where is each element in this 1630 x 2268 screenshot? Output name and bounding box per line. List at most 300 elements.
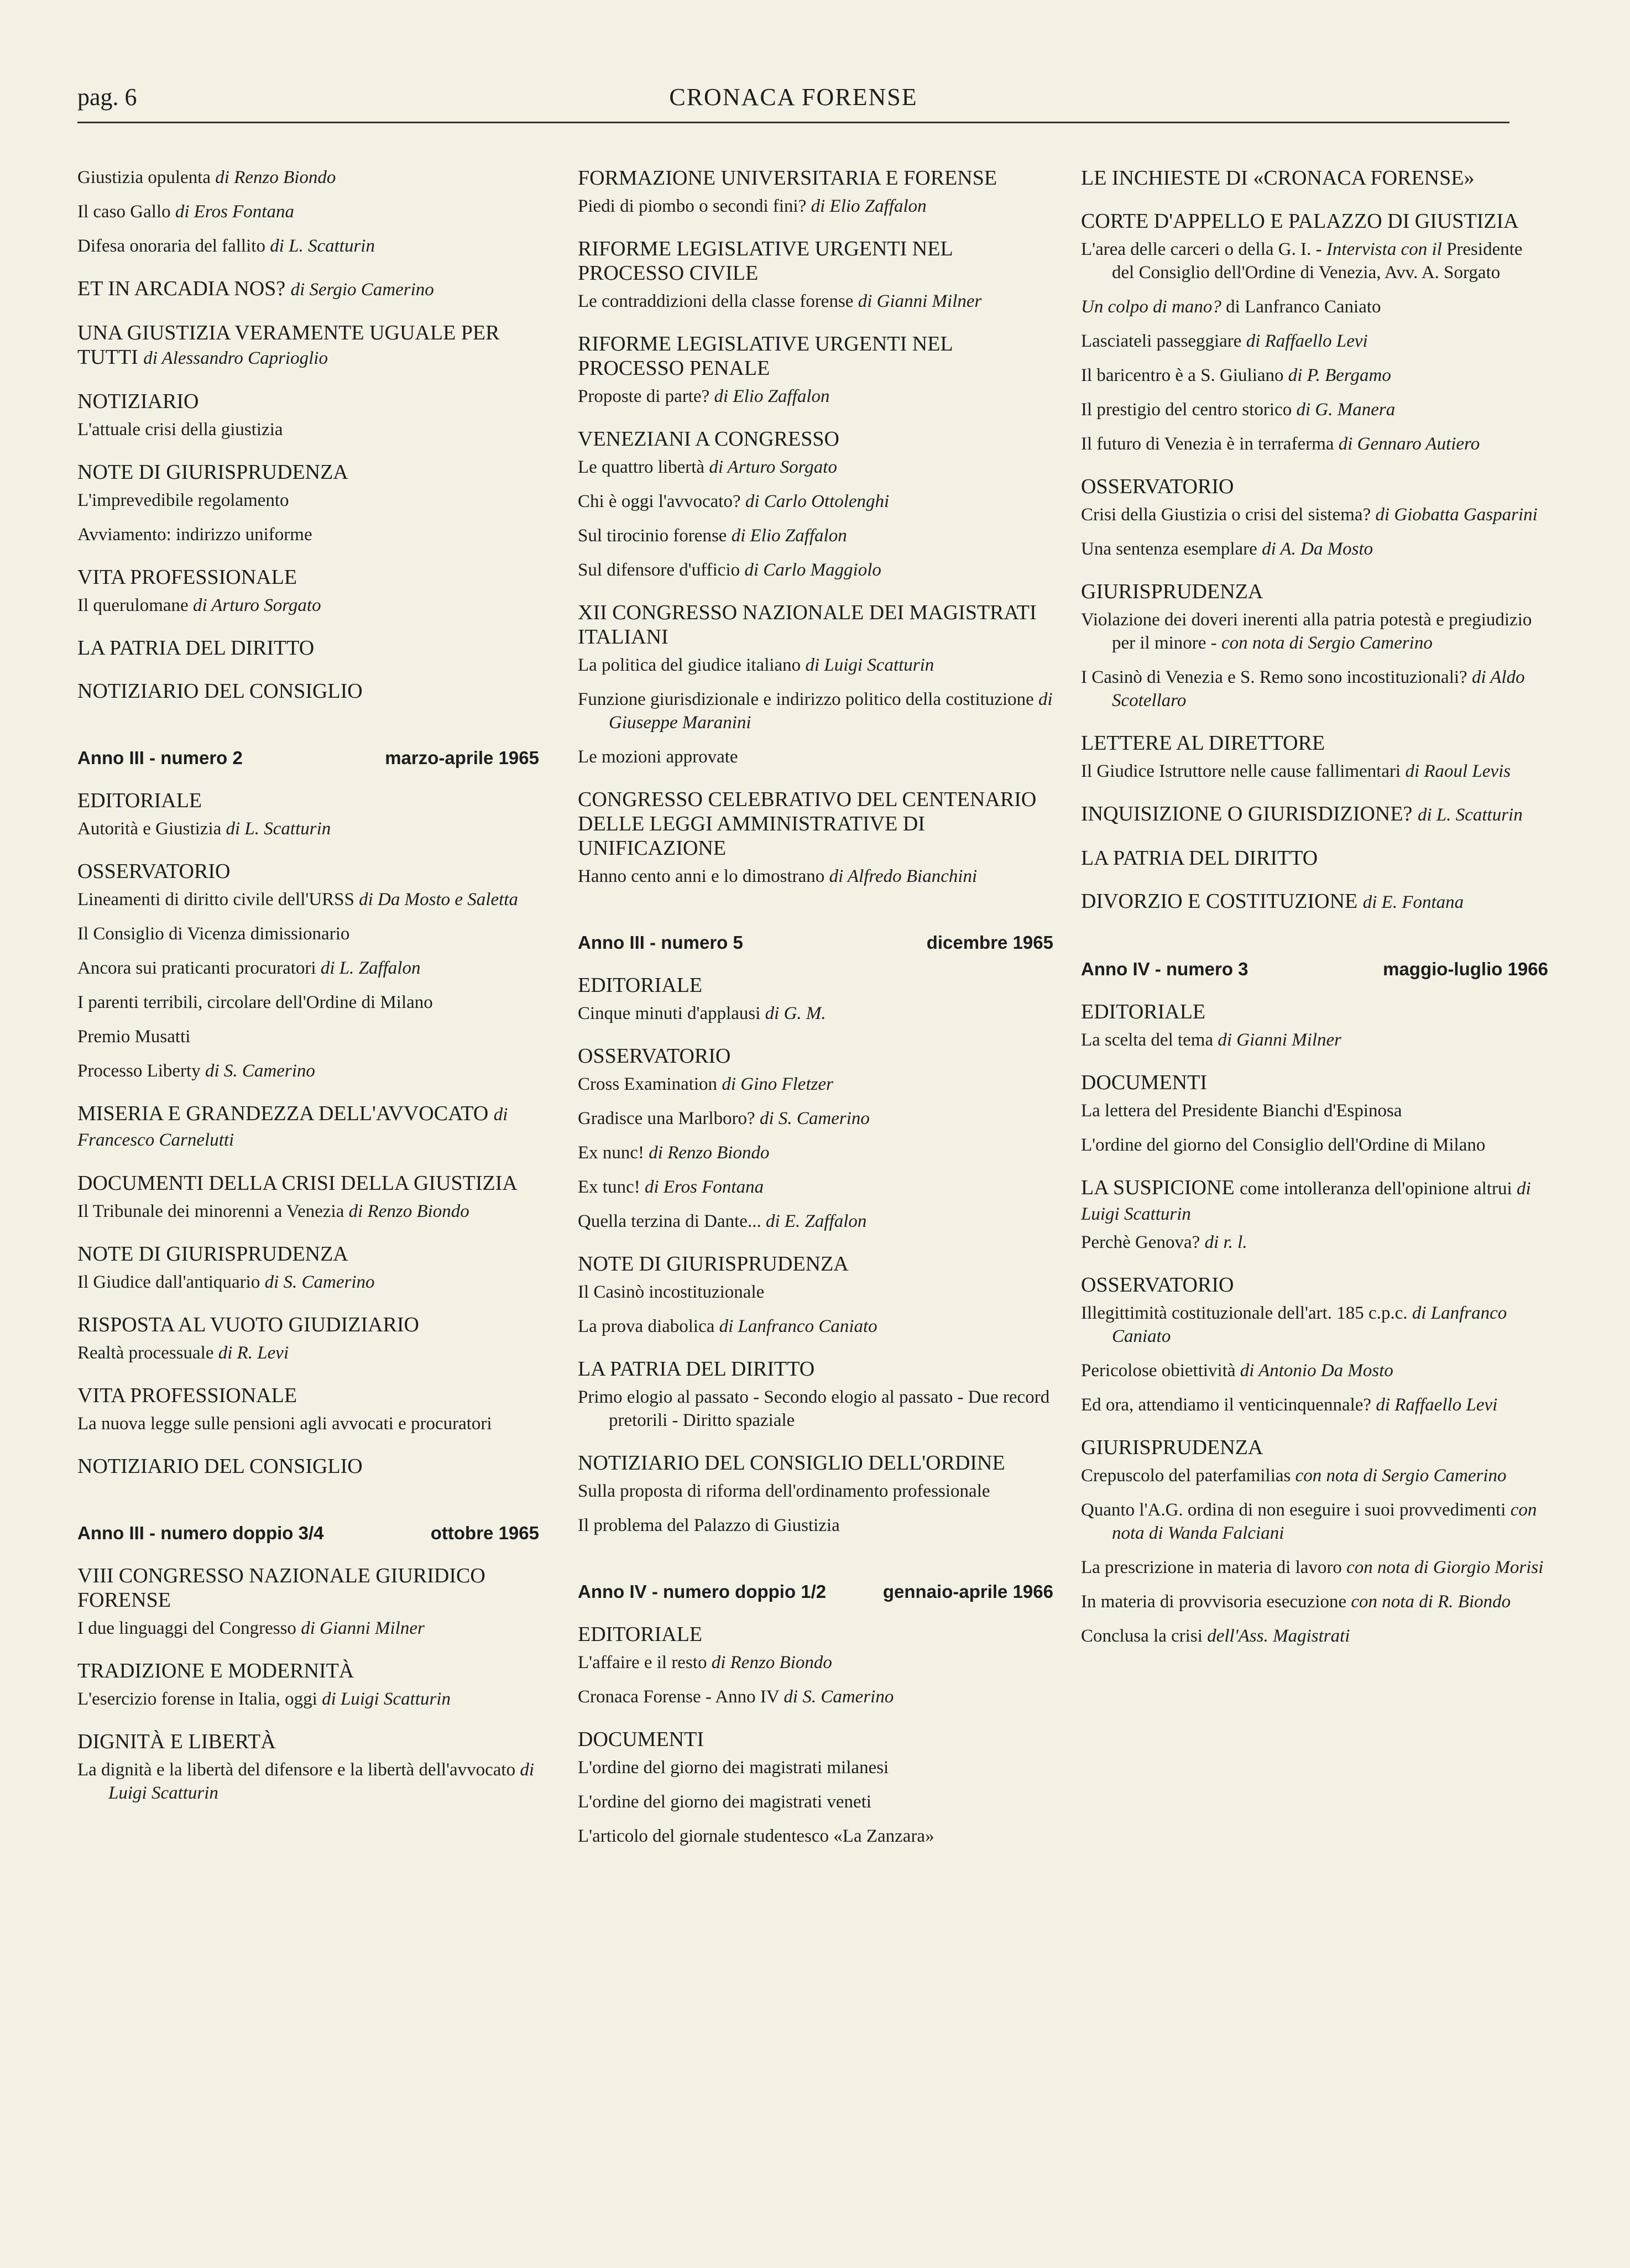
section-heading <box>77 321 539 370</box>
article-author: di Raffaello Levi <box>1376 1395 1498 1415</box>
article-entry <box>578 1480 1053 1503</box>
section-heading <box>77 1383 539 1408</box>
article-title: La nuova legge sulle pensioni agli avvocati e procuratori <box>77 1414 492 1434</box>
article-entry <box>77 922 539 945</box>
article-entry <box>77 234 539 258</box>
article-entry <box>77 1412 539 1435</box>
index-section <box>77 636 539 660</box>
section-heading <box>77 679 539 703</box>
article-entry <box>77 200 539 223</box>
article-author: di A. Da Mosto <box>1262 539 1373 559</box>
issue-number: Anno III - numero 2 <box>77 748 243 768</box>
article-title: Hanno cento anni e lo dimostrano <box>578 866 829 886</box>
section-heading <box>77 1564 539 1612</box>
article-entry <box>77 817 539 840</box>
article-author: di Carlo Maggiolo <box>744 560 881 580</box>
article-entry <box>77 1271 539 1294</box>
section-title: CORTE D'APPELLO E PALAZZO DI GIUSTIZIA <box>1081 210 1519 233</box>
article-author: di Gianni Milner <box>858 291 982 311</box>
article-author: di r. l. <box>1204 1232 1247 1252</box>
article-author: di E. Zaffalon <box>765 1211 867 1231</box>
article-title: Difesa onoraria del fallito <box>77 236 270 256</box>
index-section <box>77 1101 539 1152</box>
index-section <box>77 1454 539 1478</box>
article-title: Il caso Gallo <box>77 202 175 222</box>
section-title: DOCUMENTI <box>1081 1071 1207 1094</box>
section-heading <box>578 1357 1053 1381</box>
section-title: UNA GIUSTIZIA VERAMENTE UGUALE PER TUTTI <box>77 321 500 369</box>
section-title: NOTIZIARIO DEL CONSIGLIO DELL'ORDINE <box>578 1451 1005 1475</box>
article-title: Il Giudice Istruttore nelle cause fallimentari <box>1081 761 1406 781</box>
section-heading <box>578 237 1053 285</box>
section-heading <box>1081 1000 1548 1024</box>
article-title: La dignità e la libertà del difensore e la libertà dell'avvocato <box>77 1760 520 1780</box>
article-author: di Elio Zaffalon <box>811 196 927 216</box>
index-section <box>578 166 1053 218</box>
article-entry <box>1081 503 1548 526</box>
section-heading <box>77 636 539 660</box>
article-entry <box>1081 608 1548 655</box>
index-section <box>1081 802 1548 827</box>
page-number: pag. 6 <box>77 83 137 111</box>
article-title: Ed ora, attendiamo il venticinquennale? <box>1081 1395 1376 1415</box>
column-1 <box>77 166 539 1823</box>
article-entry <box>77 418 539 441</box>
article-entry <box>1081 432 1548 456</box>
issue-heading <box>578 1581 1053 1602</box>
issue-date: gennaio-aprile 1966 <box>882 1581 1053 1602</box>
section-heading <box>578 427 1053 451</box>
article-title: Piedi di piombo o secondi fini? <box>578 196 811 216</box>
article-author: di Renzo Biondo <box>649 1143 770 1163</box>
article-entry <box>77 1200 539 1223</box>
article-title: Funzione giurisdizionale e indirizzo politico della costituzione <box>578 689 1039 709</box>
issue-number: Anno III - numero 5 <box>578 932 743 953</box>
article-entry <box>578 1514 1053 1537</box>
article-title: Realtà processuale <box>77 1343 218 1363</box>
article-author: di Antonio Da Mosto <box>1240 1361 1393 1381</box>
article-title: L'imprevedibile regolamento <box>77 490 289 510</box>
article-title: Proposte di parte? <box>578 386 714 406</box>
section-title: XII CONGRESSO NAZIONALE DEI MAGISTRATI ITALIANI <box>578 601 1037 649</box>
section-heading <box>1081 1435 1548 1460</box>
article-title: Giustizia opulenta <box>77 168 216 187</box>
article-title: Ancora sui praticanti procuratori <box>77 958 321 978</box>
article-author: di S. Camerino <box>205 1061 315 1081</box>
article-author: di L. Zaffalon <box>320 958 421 978</box>
section-heading <box>1081 731 1548 755</box>
article-title: Gradisce una Marlboro? <box>578 1109 760 1128</box>
article-entry <box>77 1617 539 1640</box>
index-section <box>1081 731 1548 783</box>
article-author: di Raffaello Levi <box>1246 331 1368 351</box>
section-title: NOTIZIARIO <box>77 390 199 413</box>
article-entry <box>1081 1464 1548 1487</box>
article-entry <box>1081 1556 1548 1579</box>
article-author: di Gianni Milner <box>301 1618 425 1638</box>
article-entry <box>1081 398 1548 421</box>
article-author: di S. Camerino <box>783 1687 894 1707</box>
index-section <box>578 1044 1053 1233</box>
section-heading <box>578 166 1053 190</box>
section-title: NOTIZIARIO DEL CONSIGLIO <box>77 680 363 703</box>
page-header <box>77 83 1509 123</box>
index-section <box>578 237 1053 313</box>
section-title: LA PATRIA DEL DIRITTO <box>578 1357 815 1381</box>
article-author: di Renzo Biondo <box>215 168 336 187</box>
index-section <box>77 1383 539 1435</box>
index-section <box>1081 209 1548 456</box>
article-entry <box>77 888 539 911</box>
section-heading <box>578 1044 1053 1068</box>
section-title: RIFORME LEGISLATIVE URGENTI NEL PROCESSO PENALE <box>578 332 953 380</box>
index-section <box>77 321 539 370</box>
index-section <box>77 565 539 617</box>
section-heading <box>77 859 539 884</box>
article-title: I Casinò di Venezia e S. Remo sono incostituzionali? <box>1081 667 1472 687</box>
article-entry <box>1081 666 1548 712</box>
index-section <box>77 679 539 703</box>
index-section <box>1081 166 1548 190</box>
section-author: di Sergio Camerino <box>290 280 434 300</box>
section-author: di L. Scatturin <box>1417 805 1523 825</box>
section-heading <box>77 460 539 484</box>
article-title: Perchè Genova? <box>1081 1232 1205 1252</box>
article-title: Il prestigio del centro storico <box>1081 400 1297 420</box>
article-entry <box>578 290 1053 313</box>
index-section <box>578 332 1053 408</box>
index-section <box>578 973 1053 1025</box>
article-entry <box>578 1315 1053 1338</box>
article-entry <box>578 195 1053 218</box>
issue-date: maggio-luglio 1966 <box>1383 959 1548 979</box>
article-title: Conclusa la crisi <box>1081 1626 1208 1646</box>
article-title: In materia di provvisoria esecuzione <box>1081 1592 1351 1612</box>
masthead-title: CRONACA FORENSE <box>669 83 918 111</box>
section-heading <box>1081 889 1548 914</box>
article-entry <box>1081 1393 1548 1417</box>
issue-number: Anno IV - numero 3 <box>1081 959 1248 979</box>
article-title: Il futuro di Venezia è in terraferma <box>1081 434 1339 454</box>
article-entry <box>578 1073 1053 1096</box>
section-title: ET IN ARCADIA NOS? <box>77 277 291 300</box>
section-heading <box>578 787 1053 860</box>
section-heading <box>1081 474 1548 499</box>
issue-heading <box>578 932 1053 953</box>
index-section <box>77 276 539 302</box>
section-heading <box>77 276 539 302</box>
section-title: VITA PROFESSIONALE <box>77 566 297 589</box>
section-title: DOCUMENTI <box>578 1728 704 1751</box>
article-entry <box>578 456 1053 479</box>
article-author: con nota di R. Biondo <box>1351 1592 1511 1612</box>
article-title: Il baricentro è a S. Giuliano <box>1081 365 1288 385</box>
article-author: di Lanfranco Caniato <box>1112 1303 1507 1346</box>
article-entry <box>578 1651 1053 1674</box>
article-entry <box>1081 1133 1548 1157</box>
article-author: con nota di Sergio Camerino <box>1295 1466 1507 1486</box>
article-entry <box>578 865 1053 888</box>
article-entry <box>578 385 1053 408</box>
section-title: EDITORIALE <box>77 789 202 812</box>
section-title: OSSERVATORIO <box>1081 475 1234 498</box>
article-title: Avviamento: indirizzo uniforme <box>77 525 312 545</box>
article-author: con nota di Wanda Falciani <box>1112 1500 1537 1543</box>
section-heading <box>578 332 1053 380</box>
article-author: di Eros Fontana <box>175 202 294 222</box>
section-heading <box>578 1622 1053 1647</box>
section-title: LE INCHIESTE DI «CRONACA FORENSE» <box>1081 166 1475 190</box>
article-title: Una sentenza esemplare <box>1081 539 1262 559</box>
article-author: di Aldo Scotellaro <box>1112 667 1525 710</box>
section-title: NOTE DI GIURISPRUDENZA <box>77 461 348 484</box>
article-entry <box>1081 330 1548 353</box>
section-heading <box>1081 166 1548 190</box>
index-section <box>77 389 539 441</box>
article-author: di G. M. <box>765 1004 826 1023</box>
section-title: VITA PROFESSIONALE <box>77 1384 297 1407</box>
section-title: LETTERE AL DIRETTORE <box>1081 731 1325 755</box>
article-author: di Da Mosto e Saletta <box>359 890 518 910</box>
article-author: Un colpo di mano? <box>1081 297 1221 317</box>
article-title: L'attuale crisi della giustizia <box>77 420 283 440</box>
article-title: Il querulomane <box>77 595 193 615</box>
article-author: di Luigi Scatturin <box>108 1760 535 1803</box>
article-author: di Carlo Ottolenghi <box>745 492 890 511</box>
section-heading <box>77 389 539 414</box>
section-title: EDITORIALE <box>578 1623 703 1646</box>
section-heading <box>77 788 539 813</box>
article-title: Cross Examination <box>578 1074 722 1094</box>
section-heading <box>77 1454 539 1478</box>
article-author: dell'Ass. Magistrati <box>1207 1626 1350 1646</box>
article-author: di S. Camerino <box>264 1272 375 1292</box>
section-title: LA SUSPICIONE <box>1081 1176 1240 1199</box>
article-title: Il Consiglio di Vicenza dimissionario <box>77 924 350 944</box>
section-title: CONGRESSO CELEBRATIVO DEL CENTENARIO DELLE LEGGI AMMINISTRATIVE DI UNIFICAZIONE <box>578 788 1037 860</box>
section-title: LA PATRIA DEL DIRITTO <box>1081 846 1318 870</box>
section-heading <box>77 1101 539 1152</box>
section-title: TRADIZIONE E MODERNITÀ <box>77 1659 354 1682</box>
article-author: di Eros Fontana <box>644 1177 764 1197</box>
index-section <box>1081 1000 1548 1052</box>
issue-heading <box>77 1523 539 1544</box>
section-title: RISPOSTA AL VUOTO GIUDIZIARIO <box>77 1313 420 1336</box>
article-entry <box>578 1002 1053 1025</box>
index-section <box>578 1727 1053 1848</box>
section-heading <box>77 1729 539 1754</box>
index-section <box>77 1659 539 1711</box>
article-entry <box>1081 1099 1548 1122</box>
article-title: I parenti terribili, circolare dell'Ordine di Milano <box>77 992 433 1012</box>
section-heading <box>1081 846 1548 870</box>
section-author: di E. Fontana <box>1362 892 1464 912</box>
article-entry <box>1081 1498 1548 1545</box>
article-entry <box>77 957 539 980</box>
issue-heading <box>1081 959 1548 980</box>
article-entry <box>77 594 539 617</box>
section-title: OSSERVATORIO <box>1081 1273 1234 1297</box>
article-author: di Renzo Biondo <box>711 1653 832 1673</box>
article-author: con nota di Giorgio Morisi <box>1346 1558 1544 1577</box>
article-author: di P. Bergamo <box>1288 365 1391 385</box>
issue-date: ottobre 1965 <box>430 1523 539 1543</box>
article-title: La scelta del tema <box>1081 1030 1218 1050</box>
article-author: di L. Scatturin <box>270 236 375 256</box>
article-title: Violazione dei doveri inerenti alla patria potestà e pregiudizio per il minore - <box>1081 610 1532 653</box>
article-title: Cronaca Forense - Anno IV <box>578 1687 784 1707</box>
article-title: Processo Liberty <box>77 1061 205 1081</box>
index-section <box>77 1242 539 1294</box>
section-title: NOTE DI GIURISPRUDENZA <box>77 1242 348 1266</box>
index-section <box>1081 1435 1548 1648</box>
article-entry <box>1081 760 1548 783</box>
article-author: di Luigi Scatturin <box>805 655 934 675</box>
index-section <box>578 787 1053 888</box>
column-3 <box>1081 166 1548 1666</box>
section-title: GIURISPRUDENZA <box>1081 580 1263 603</box>
article-entry <box>578 1825 1053 1848</box>
issue-number: Anno IV - numero doppio 1/2 <box>578 1581 827 1602</box>
article-title: L'ordine del giorno dei magistrati milanesi <box>578 1758 889 1778</box>
article-entry <box>578 1281 1053 1304</box>
article-entry <box>578 558 1053 582</box>
section-heading <box>578 973 1053 997</box>
article-title: Il Giudice dall'antiquario <box>77 1272 265 1292</box>
article-author: di Alfredo Bianchini <box>829 866 978 886</box>
article-author: di Luigi Scatturin <box>322 1689 451 1709</box>
article-entry <box>77 523 539 546</box>
article-title: Quanto l'A.G. ordina di non eseguire i suoi provvedimenti <box>1081 1500 1511 1520</box>
article-entry <box>77 489 539 512</box>
article-entry <box>77 991 539 1014</box>
article-author: di R. Levi <box>218 1343 289 1363</box>
article-entry <box>1081 295 1548 318</box>
index-section <box>578 427 1053 582</box>
index-section <box>77 166 539 258</box>
article-author: di Arturo Sorgato <box>192 595 321 615</box>
section-title: EDITORIALE <box>578 974 703 997</box>
section-title: NOTE DI GIURISPRUDENZA <box>578 1252 849 1276</box>
section-heading <box>578 600 1053 649</box>
article-title: L'area delle carceri o della G. I. - <box>1081 239 1326 259</box>
article-entry <box>578 1175 1053 1199</box>
section-title: VIII CONGRESSO NAZIONALE GIURIDICO FORENSE <box>77 1564 485 1612</box>
section-title: GIURISPRUDENZA <box>1081 1436 1263 1459</box>
section-heading <box>578 1451 1053 1475</box>
section-heading <box>77 1171 539 1195</box>
section-title: MISERIA E GRANDEZZA DELL'AVVOCATO <box>77 1102 494 1125</box>
article-author: di Elio Zaffalon <box>714 386 830 406</box>
article-title: L'ordine del giorno del Consiglio dell'Ordine di Milano <box>1081 1135 1486 1155</box>
article-author: di Gino Fletzer <box>722 1074 833 1094</box>
article-title: Sul tirocinio forense <box>578 526 732 546</box>
article-title: Le quattro libertà <box>578 457 709 477</box>
article-title: L'esercizio forense in Italia, oggi <box>77 1689 322 1709</box>
article-entry <box>1081 1302 1548 1348</box>
article-author: Intervista con il <box>1326 239 1442 259</box>
article-title: Premio Musatti <box>77 1027 191 1047</box>
article-title: Crisi della Giustizia o crisi del sistema? <box>1081 505 1376 525</box>
article-title: Pericolose obiettività <box>1081 1361 1240 1381</box>
index-section <box>1081 846 1548 870</box>
index-section <box>1081 1175 1548 1254</box>
article-author: di Raoul Levis <box>1405 761 1511 781</box>
section-title: OSSERVATORIO <box>77 860 231 883</box>
issue-heading <box>77 748 539 769</box>
article-author: di G. Manera <box>1296 400 1396 420</box>
article-title: Cinque minuti d'applausi <box>578 1004 765 1023</box>
article-entry <box>578 1386 1053 1432</box>
article-author: con nota di Sergio Camerino <box>1221 633 1433 653</box>
article-entry <box>77 1687 539 1711</box>
article-title: L'articolo del giornale studentesco «La Zanzara» <box>578 1826 934 1846</box>
index-section <box>77 1313 539 1365</box>
section-heading <box>578 1727 1053 1752</box>
article-entry <box>1081 1028 1548 1052</box>
article-entry <box>1081 537 1548 561</box>
article-author: di L. Scatturin <box>226 819 331 839</box>
section-title: LA PATRIA DEL DIRITTO <box>77 636 315 660</box>
index-section <box>578 1451 1053 1537</box>
index-section <box>77 460 539 546</box>
index-section <box>1081 1070 1548 1157</box>
section-heading <box>77 1313 539 1337</box>
article-entry <box>578 490 1053 513</box>
section-title: EDITORIALE <box>1081 1000 1206 1023</box>
section-heading <box>1081 579 1548 604</box>
section-title: VENEZIANI A CONGRESSO <box>578 427 839 451</box>
article-author: di S. Camerino <box>759 1109 870 1128</box>
article-title: La politica del giudice italiano <box>578 655 806 675</box>
article-title: La lettera del Presidente Bianchi d'Espinosa <box>1081 1101 1402 1121</box>
section-heading <box>578 1252 1053 1276</box>
section-title: DIVORZIO E COSTITUZIONE <box>1081 890 1363 913</box>
article-title: Ex tunc! <box>578 1177 645 1197</box>
article-entry <box>1081 1624 1548 1648</box>
index-section <box>578 1252 1053 1338</box>
article-title: Il Tribunale dei minorenni a Venezia <box>77 1201 349 1221</box>
article-title: I due linguaggi del Congresso <box>77 1618 301 1638</box>
section-title: NOTIZIARIO DEL CONSIGLIO <box>77 1455 363 1478</box>
section-heading <box>77 565 539 589</box>
article-entry <box>1081 1359 1548 1382</box>
article-title: Illegittimità costituzionale dell'art. 185 c.p.c. <box>1081 1303 1412 1323</box>
article-entry <box>77 1341 539 1365</box>
article-author: di Lanfranco Caniato <box>719 1316 877 1336</box>
article-author: di Elio Zaffalon <box>731 526 847 546</box>
article-entry <box>578 1141 1053 1164</box>
article-entry <box>578 1685 1053 1708</box>
index-section <box>77 788 539 840</box>
article-author: di Arturo Sorgato <box>709 457 837 477</box>
article-title: Le mozioni approvate <box>578 747 738 767</box>
article-entry <box>578 1107 1053 1130</box>
column-2 <box>578 166 1053 1867</box>
article-entry <box>77 166 539 189</box>
article-title: Chi è oggi l'avvocato? <box>578 492 745 511</box>
section-heading <box>77 1242 539 1266</box>
section-heading <box>1081 1070 1548 1095</box>
section-title: DOCUMENTI DELLA CRISI DELLA GIUSTIZIA <box>77 1172 518 1195</box>
section-author: di Luigi Scatturin <box>1081 1179 1531 1224</box>
index-section <box>1081 889 1548 914</box>
article-title: La prova diabolica <box>578 1316 719 1336</box>
article-title: La prescrizione in materia di lavoro <box>1081 1558 1347 1577</box>
article-title: L'ordine del giorno dei magistrati veneti <box>578 1792 872 1812</box>
index-section <box>77 1171 539 1223</box>
article-author: di Giuseppe Maranini <box>609 689 1053 733</box>
